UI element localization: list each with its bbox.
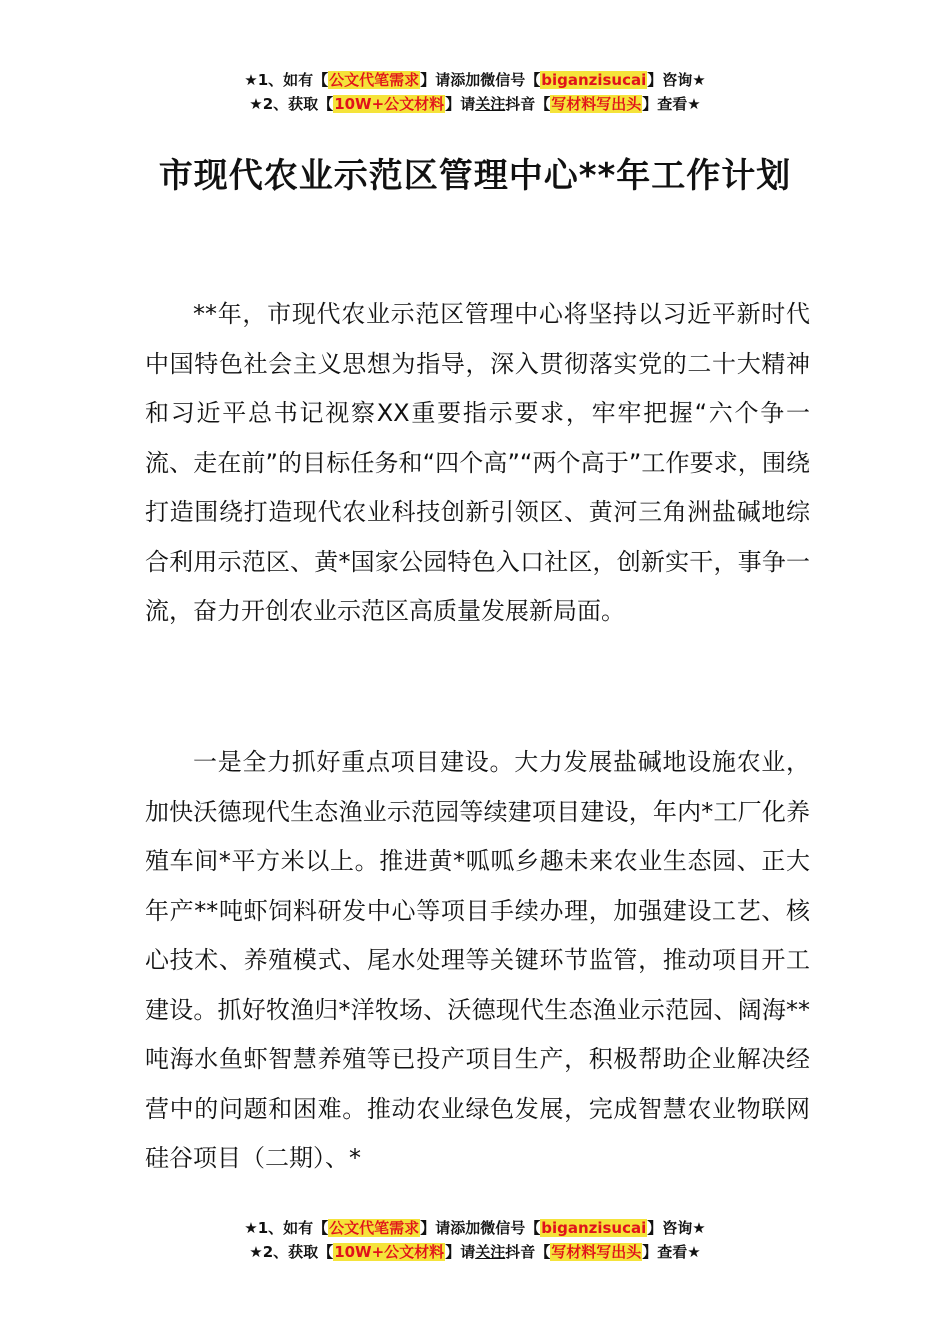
document-title: 市现代农业示范区管理中心**年工作计划 — [158, 156, 792, 196]
banner-line-2 — [0, 92, 950, 116]
banner-text: 】咨询★ — [647, 71, 706, 89]
highlight-text: 10W+公文材料 — [334, 1243, 445, 1261]
paragraph-project-construction: 一是全力抓好重点项目建设。大力发展盐碱地设施农业，加快沃德现代生态渔业示范园等续建项目建设，年内*工厂化养殖车间*平方米以上。推进黄*呱呱乡趣未来农业生态园、正大年产**吨虾饲料研发中心等项目手续办理，加强建设工艺、核心技术、养殖模式、尾水处理等关键环节监管，推动项目开工建设。抓好牧渔归*洋牧场、沃德现代生态渔业示范园、阔海**吨海水鱼虾智慧养殖等已投产项目生产，积极帮助企业解决经营中的问题和困难。推动农业绿色发展，完成智慧农业物联网硅谷项目（二期）、* — [145, 748, 810, 1172]
highlight-text: 写材料写出头 — [551, 1243, 642, 1261]
banner-line-1 — [0, 1216, 950, 1240]
highlight-text: 10W+公文材料 — [334, 95, 445, 113]
banner-text: 】查看★ — [642, 1243, 701, 1261]
underlined-text: 关注 — [475, 1243, 506, 1261]
banner-line-1 — [0, 68, 950, 92]
highlight-text: 写材料写出头 — [551, 95, 642, 113]
banner-text: 】咨询★ — [647, 1219, 706, 1237]
underlined-text: 关注 — [475, 95, 506, 113]
highlight-text: 公文代笔需求 — [329, 1219, 420, 1237]
highlight-text: biganzisucai — [541, 1219, 647, 1237]
banner-text: ★2、获取【 — [249, 95, 334, 113]
banner-line-2 — [0, 1240, 950, 1264]
banner-text: ★1、如有【 — [244, 1219, 329, 1237]
banner-text: ★1、如有【 — [244, 71, 329, 89]
banner-text: 】请 — [445, 95, 476, 113]
banner-text: 抖音【 — [505, 1243, 551, 1261]
banner-text: 抖音【 — [505, 95, 551, 113]
banner-text: 】查看★ — [642, 95, 701, 113]
paragraph-intro: **年，市现代农业示范区管理中心将坚持以习近平新时代中国特色社会主义思想为指导，深入贯彻落实党的二十大精神和习近平总书记视察XX重要指示要求，牢牢把握“六个争一流、走在前”的目标任务和“四个高”“两个高于”工作要求，围绕打造围绕打造现代农业科技创新引领区、黄河三角洲盐碱地综合利用示范区、黄*国家公园特色入口社区，创新实干，事争一流，奋力开创农业示范区高质量发展新局面。 — [145, 300, 810, 625]
header-banner — [0, 68, 950, 116]
banner-text: 】请添加微信号【 — [420, 71, 541, 89]
banner-text: 】请添加微信号【 — [420, 1219, 541, 1237]
banner-text: 】请 — [445, 1243, 476, 1261]
banner-text: ★2、获取【 — [249, 1243, 334, 1261]
highlight-text: biganzisucai — [541, 71, 647, 89]
highlight-text: 公文代笔需求 — [329, 71, 420, 89]
footer-banner — [0, 1216, 950, 1264]
